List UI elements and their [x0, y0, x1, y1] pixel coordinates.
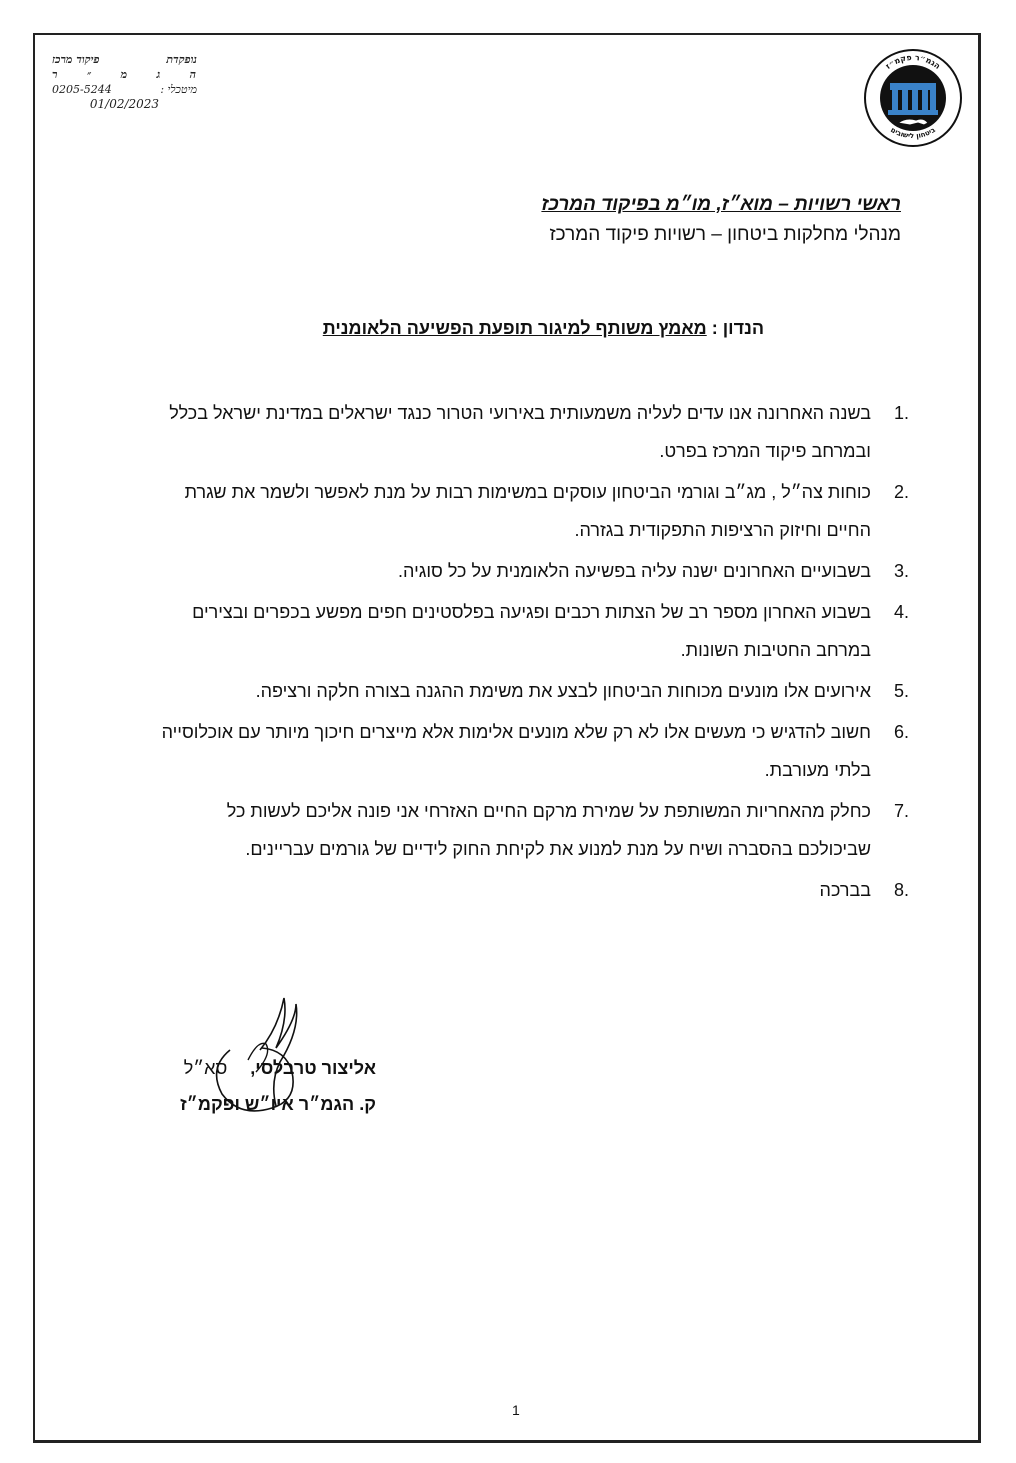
subject-value: מאמץ משותף למיגור תופעת הפשיעה הלאומנית: [322, 318, 707, 338]
item-text: בשבועיים האחרונים ישנה עליה בפשיעה הלאומנית על כל סוגיה.: [398, 561, 871, 581]
list-item: [161, 473, 909, 549]
fax-number: 0205-5244: [52, 83, 112, 96]
item-number: 6.: [893, 722, 909, 742]
item-number: 8.: [893, 880, 909, 900]
item-number: 1.: [893, 403, 909, 423]
office-label-1: נופקדת: [166, 53, 197, 66]
logo-bottom-text: ביטחון לישובים: [889, 125, 937, 141]
fax-label: מיטכלי :: [160, 83, 197, 96]
item-number: 7.: [893, 801, 909, 821]
subject-label: הנדון :: [711, 318, 764, 338]
item-text: כוחות צה״ל , מג״ב וגורמי הביטחון עוסקים במשימות רבות על מנת לאפשר ולשמר את שגרת החיים וחיזוק הרציפות התפקודית בגזרה.: [184, 482, 871, 540]
document-date: 01/02/2023: [89, 97, 160, 111]
code-letter: ר: [52, 68, 59, 81]
signature-name-row: [180, 1050, 376, 1086]
item-text: חשוב להדגיש כי מעשים אלו לא רק שלא מונעים אלימות אלא מייצרים חיכוך מיותר עם אוכלוסייה בלתי מעורבת.: [161, 722, 871, 780]
office-block: [52, 52, 197, 112]
code-letter: ״: [86, 68, 93, 81]
signature-block: [180, 1050, 376, 1122]
list-item: [161, 713, 909, 789]
office-labels-row: [52, 52, 197, 67]
item-number: 2.: [893, 482, 909, 502]
list-item: [161, 871, 909, 909]
item-number: 4.: [893, 602, 909, 622]
unit-emblem-icon: [858, 45, 968, 150]
item-text: בשבוע האחרון מספר רב של הצתות רכבים ופגיעה בפלסטינים חפים מפשע בכפרים ובצירים במרחב החטיבות השונות.: [192, 602, 871, 660]
subject-line: [323, 318, 764, 339]
signer-name: אליצור טרבלסי,: [250, 1058, 376, 1078]
numbered-paragraphs: [161, 394, 909, 912]
page-number: 1: [512, 1402, 520, 1418]
list-item: [161, 552, 909, 590]
code-letter: ה: [189, 68, 197, 81]
logo-top-text: הגמ״ר פקמ״ז: [883, 52, 943, 71]
addressees-line-1: ראשי רשויות – מוא״ז, מו״מ בפיקוד המרכז: [541, 194, 901, 215]
item-number: 5.: [893, 681, 909, 701]
item-text: בברכה: [819, 880, 871, 900]
office-code-row: [52, 67, 197, 82]
fax-row: [52, 82, 197, 97]
addressees: [541, 190, 901, 250]
office-label-2: פיקוד מרכז: [52, 53, 100, 66]
item-text: כחלק מהאחריות המשותפת על שמירת מרקם החיים האזרחי אני פונה אליכם לעשות כל שביכולכם בהסברה ושיח על מנת למנוע את לקיחת החוק לידיים של גורמים עבריינים.: [226, 801, 871, 859]
code-letter: ג: [156, 68, 162, 81]
list-item: [161, 672, 909, 710]
addressees-line-2: מנהלי מחלקות ביטחון – רשויות פיקוד המרכז: [549, 224, 901, 245]
item-text: אירועים אלו מונעים מכוחות הביטחון לבצע את משימת ההגנה בצורה חלקה ורציפה.: [255, 681, 871, 701]
item-number: 3.: [893, 561, 909, 581]
signer-title: ק. הגמ״ר איו״ש ופקמ״ז: [180, 1094, 376, 1114]
list-item: [161, 792, 909, 868]
signer-rank: סא״ל: [183, 1058, 228, 1078]
list-item: [161, 394, 909, 470]
item-text: בשנה האחרונה אנו עדים לעליה משמעותית באירועי הטרור כנגד ישראלים במדינת ישראל בכלל ובמרחב פיקוד המרכז בפרט.: [169, 403, 871, 461]
code-letter: מ: [120, 68, 129, 81]
list-item: [161, 593, 909, 669]
